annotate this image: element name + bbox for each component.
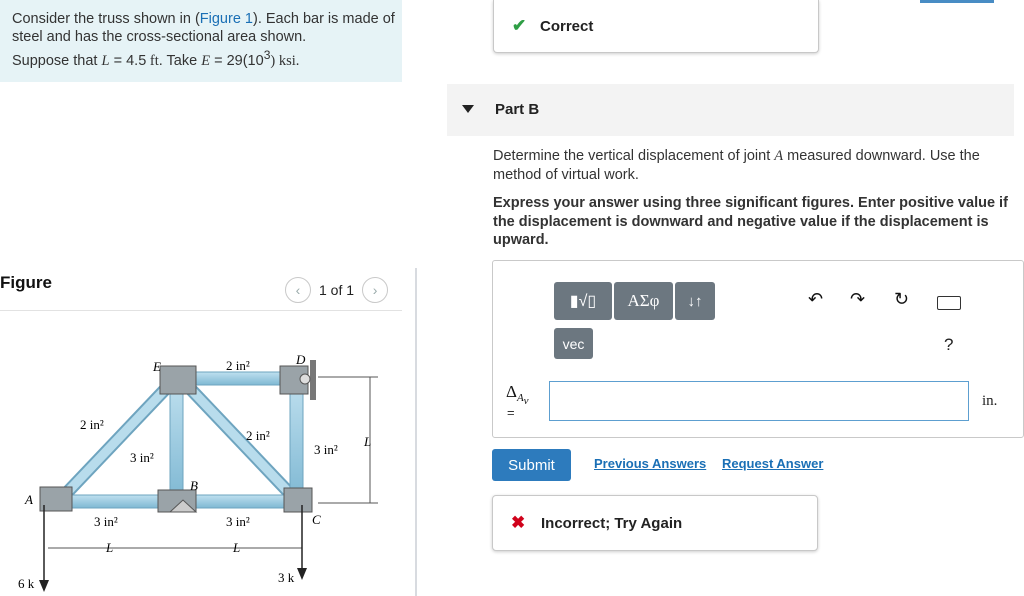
templates-button[interactable]: ▮√▯ xyxy=(554,282,612,320)
undo-icon[interactable]: ↶ xyxy=(808,289,824,309)
label-load-C: 3 k xyxy=(278,570,295,585)
part-a-status-correct xyxy=(493,0,819,53)
label-area-AE: 2 in² xyxy=(80,417,104,432)
support-D-wall xyxy=(310,360,316,400)
help-button[interactable]: ? xyxy=(944,335,954,354)
label-area-EB: 3 in² xyxy=(130,450,154,465)
problem-statement: Consider the truss shown in (Figure 1). Each bar is made of steel and has the cross-sectional area shown. Suppose that L = 4.5 ft. Take $E = 29(10^3)$ ksi. xyxy=(12,11,395,69)
status-correct-label: Correct xyxy=(540,18,594,35)
figure-link[interactable]: Figure 1 xyxy=(199,11,253,27)
previous-answers-link[interactable]: Previous Answers xyxy=(594,456,707,471)
figure-pager xyxy=(285,277,388,303)
collapse-triangle-icon[interactable] xyxy=(462,105,474,113)
label-L-right: L xyxy=(233,540,241,555)
gusset-C xyxy=(284,488,312,512)
keyboard-icon[interactable] xyxy=(937,296,961,310)
var-E: E xyxy=(201,52,211,69)
problem-statement-box xyxy=(0,0,402,82)
label-D: D xyxy=(296,352,306,367)
part-b-header[interactable] xyxy=(447,84,1014,136)
prev-figure-button[interactable] xyxy=(285,277,311,303)
next-figure-button[interactable] xyxy=(362,277,388,303)
var-L: L xyxy=(101,52,110,69)
support-D-pin xyxy=(300,374,310,384)
truss-figure xyxy=(0,318,402,596)
arrows-button[interactable]: ↓↑ xyxy=(675,282,715,320)
answer-input[interactable] xyxy=(549,381,969,421)
status-incorrect-label: Incorrect; Try Again xyxy=(541,515,683,532)
chevron-left-icon: ‹ xyxy=(295,282,301,298)
answer-equals: = xyxy=(507,405,515,420)
figure-separator xyxy=(0,310,402,311)
answer-column xyxy=(447,0,1024,596)
label-B: B xyxy=(190,478,198,493)
label-load-A: 6 k xyxy=(18,576,35,591)
bar-DC xyxy=(290,380,303,500)
label-area-AB: 3 in² xyxy=(94,514,118,529)
label-A: A xyxy=(25,492,33,507)
answer-label: $\Delta_{A_v}$ xyxy=(506,382,529,408)
gusset-A xyxy=(40,487,72,511)
submit-button[interactable]: Submit xyxy=(492,449,571,481)
answer-unit: in. xyxy=(982,393,998,409)
problem-column xyxy=(0,0,403,596)
label-L-left: L xyxy=(106,540,114,555)
label-area-DC: 3 in² xyxy=(314,442,338,457)
chevron-right-icon: › xyxy=(372,282,378,298)
var-A: A xyxy=(774,148,784,164)
reset-icon[interactable]: ↻ xyxy=(894,289,910,309)
redo-icon[interactable]: ↷ xyxy=(850,289,866,309)
request-answer-link[interactable]: Request Answer xyxy=(722,456,824,471)
label-E: E xyxy=(153,359,161,374)
cross-icon: ✖ xyxy=(511,513,526,532)
pager-text: 1 of 1 xyxy=(319,282,355,298)
label-area-BC: 3 in² xyxy=(226,514,250,529)
greek-symbols-button[interactable]: ΑΣφ xyxy=(614,282,673,320)
column-divider xyxy=(415,268,417,596)
gusset-E xyxy=(160,366,196,394)
part-b-status-incorrect xyxy=(492,495,818,551)
part-b-title: Part B xyxy=(495,101,540,118)
label-L-vertical: L xyxy=(364,434,372,449)
figure-title: Figure xyxy=(0,273,52,292)
vec-button[interactable]: vec xyxy=(554,328,593,359)
label-C: C xyxy=(312,512,321,527)
label-area-EC: 2 in² xyxy=(246,428,270,443)
label-area-ED: 2 in² xyxy=(226,358,250,373)
checkmark-icon: ✔ xyxy=(512,16,527,35)
part-b-question: Determine the vertical displacement of joint A measured downward. Use the method of virtual work. xyxy=(493,148,980,183)
part-b-instructions: Express your answer using three significant figures. Enter positive value if the displacement is downward and negative value if the displacement is upward. xyxy=(493,195,1008,248)
bar-EB xyxy=(170,380,183,500)
